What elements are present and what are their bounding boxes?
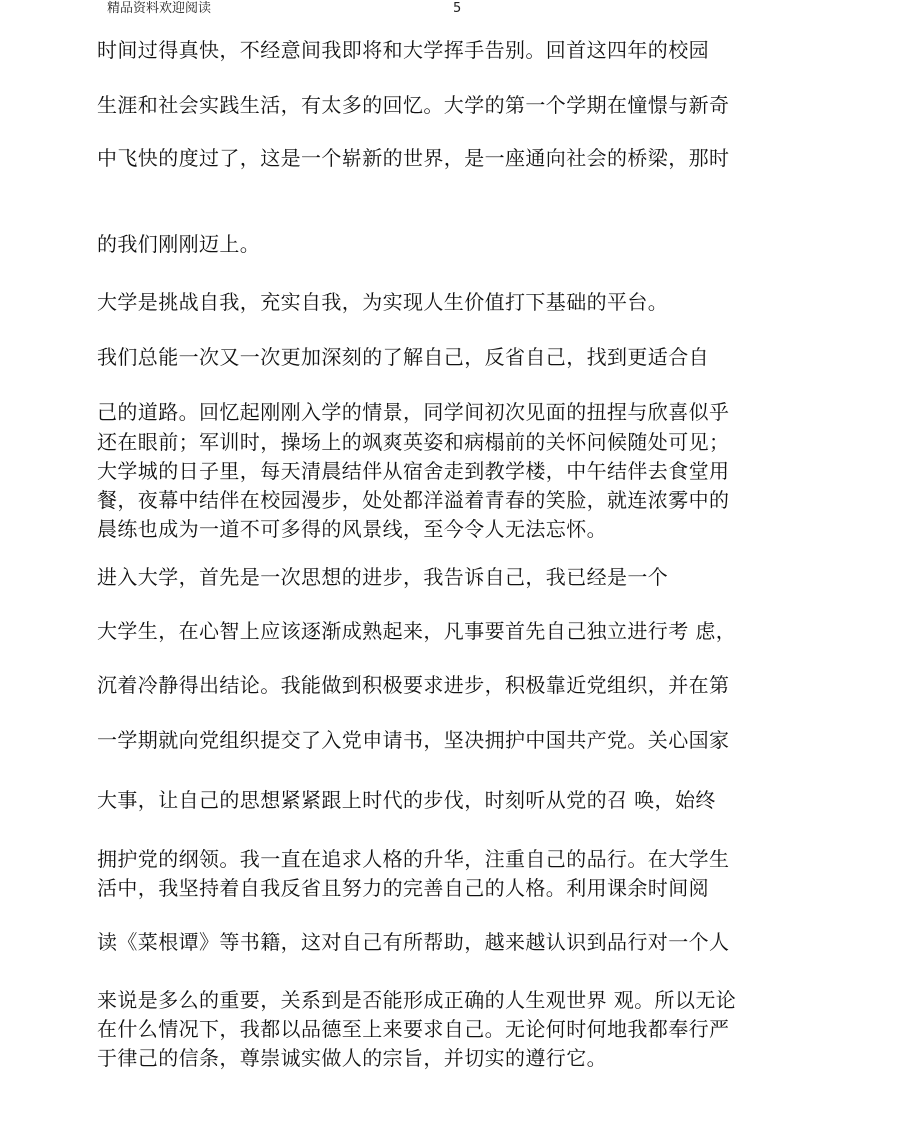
text-line: 时间过得真快，不经意间我即将和大学挥手告别。回首这四年的校园 (97, 38, 709, 62)
page-number: 5 (453, 1, 462, 16)
text-line: 拥护党的纲领。我一直在追求人格的升华，注重自己的品行。在大学生 (97, 847, 730, 871)
page-header-title: 精品资料欢迎阅读 (107, 1, 212, 16)
text-line: 餐，夜幕中结伴在校园漫步，处处都洋溢着青春的笑脸，就连浓雾中的 (97, 488, 730, 512)
text-line: 生涯和社会实践生活，有太多的回忆。大学的第一个学期在憧憬与新奇 (97, 93, 730, 117)
text-line: 沉着冷静得出结论。我能做到积极要求进步，积极靠近党组织，并在第 (97, 673, 730, 697)
text-line: 大事，让自己的思想紧紧跟上时代的步伐，时刻听从党的召 唤，始终 (97, 788, 716, 812)
text-line: 大学城的日子里，每天清晨结伴从宿舍走到教学楼，中午结伴去食堂用 (97, 459, 730, 483)
text-line: 中飞快的度过了，这是一个崭新的世界，是一座通向社会的桥梁，那时 (97, 146, 730, 170)
text-line: 还在眼前；军训时，操场上的飒爽英姿和病榻前的关怀问候随处可见； (97, 430, 730, 454)
text-line: 大学是挑战自我，充实自我，为实现人生价值打下基础的平台。 (97, 290, 669, 314)
text-line: 在什么情况下，我都以品德至上来要求自己。无论何时何地我都奉行严 (97, 1017, 730, 1041)
text-line: 活中，我坚持着自我反省且努力的完善自己的人格。利用课余时间阅 (97, 876, 709, 900)
text-line: 晨练也成为一道不可多得的风景线，至今令人无法忘怀。 (97, 517, 607, 541)
text-line: 大学生，在心智上应该逐渐成熟起来，凡事要首先自己独立进行考 虑， (97, 619, 737, 643)
text-line: 读《菜根谭》等书籍，这对自己有所帮助，越来越认识到品行对一个人 (97, 930, 730, 954)
text-line: 一学期就向党组织提交了入党申请书，坚决拥护中国共产党。关心国家 (97, 728, 730, 752)
text-line: 进入大学，首先是一次思想的进步，我告诉自己，我已经是一个 (97, 565, 669, 589)
text-line: 的我们刚刚迈上。 (97, 232, 261, 256)
text-line: 己的道路。回忆起刚刚入学的情景，同学间初次见面的扭捏与欣喜似乎 (97, 400, 730, 424)
text-line: 来说是多么的重要，关系到是否能形成正确的人生观世界 观。所以无论 (97, 988, 737, 1012)
text-line: 于律己的信条，尊崇诚实做人的宗旨，并切实的遵行它。 (97, 1046, 607, 1070)
text-line: 我们总能一次又一次更加深刻的了解自己，反省自己，找到更适合自 (97, 345, 709, 369)
